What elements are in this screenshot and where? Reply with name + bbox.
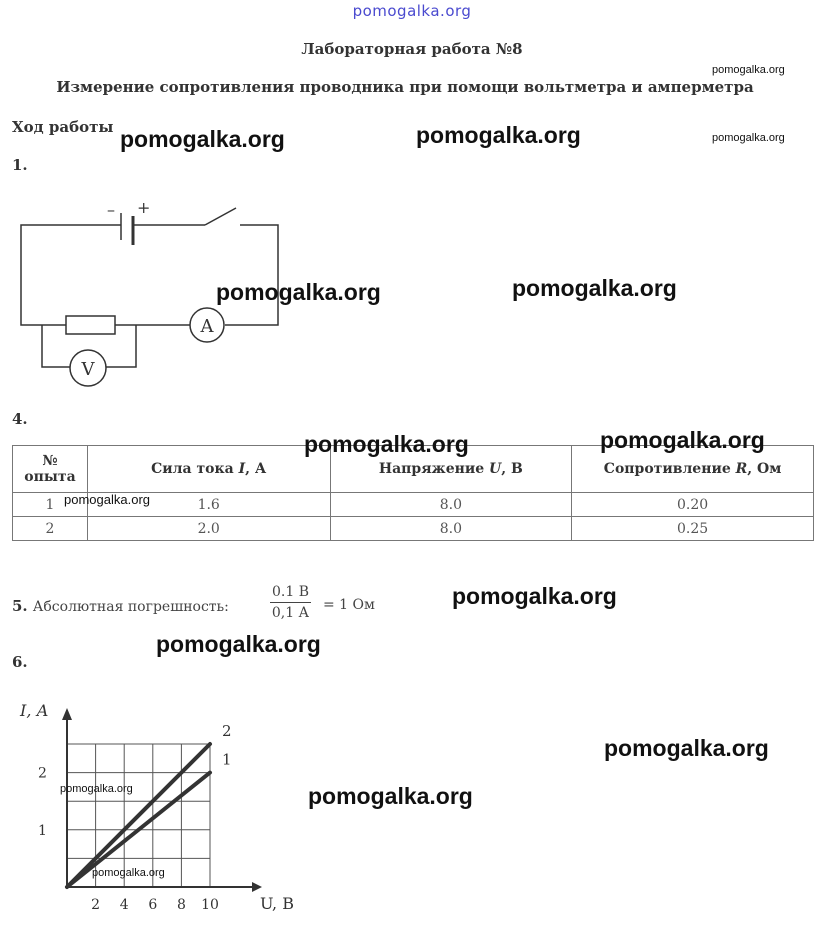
voltmeter-wire-right	[106, 325, 136, 367]
iv-chart	[0, 690, 320, 920]
switch-lever	[205, 208, 236, 225]
watermark-medium: pomogalka.org	[64, 492, 150, 507]
site-watermark-top[interactable]: pomogalka.org	[352, 2, 472, 20]
watermark-small: pomogalka.org	[60, 783, 133, 795]
table-cell: 2.0	[87, 517, 330, 541]
x-tick-label: 4	[119, 897, 129, 913]
watermark-large: pomogalka.org	[156, 631, 321, 657]
header-resistance-text: Сопротивление	[603, 461, 736, 477]
series-label-1: 1	[222, 750, 232, 769]
table-cell: 1.6	[87, 493, 330, 517]
fraction-denominator: 0,1 А	[271, 605, 310, 621]
header-voltage-unit: , В	[501, 461, 523, 477]
fraction-numerator: 0.1 В	[272, 584, 310, 600]
x-tick-label: 10	[201, 897, 219, 913]
header-current-var: I	[238, 461, 246, 477]
step-1-label: 1.	[12, 156, 28, 174]
header-experiment-word: опыта	[24, 469, 76, 485]
watermark-large: pomogalka.org	[308, 783, 473, 809]
header-current-unit: , А	[245, 461, 267, 477]
y-axis-label: I, А	[20, 701, 49, 720]
wire-right-loop	[225, 225, 278, 325]
table-row	[13, 517, 814, 541]
table-cell: 8.0	[330, 517, 572, 541]
watermark-small: pomogalka.org	[712, 132, 785, 144]
watermark-large: pomogalka.org	[216, 279, 381, 305]
series-label-2: 2	[222, 722, 232, 740]
header-current	[87, 446, 330, 493]
y-tick-label: 1	[38, 822, 47, 839]
wire-left-loop	[21, 225, 121, 325]
x-tick-label: 6	[148, 897, 158, 913]
watermark-large: pomogalka.org	[304, 431, 469, 457]
fraction-result: = 1 Ом	[323, 597, 375, 613]
x-axis-label: U, В	[260, 894, 294, 913]
table-cell: 2	[13, 517, 88, 541]
watermark-large: pomogalka.org	[600, 427, 765, 453]
error-fraction	[270, 584, 311, 621]
header-number-sign: №	[42, 453, 58, 469]
y-tick-label: 2	[38, 765, 47, 782]
header-experiment-number	[13, 446, 88, 493]
watermark-large: pomogalka.org	[452, 583, 617, 609]
resistor	[66, 316, 115, 334]
battery-minus-sign: –	[107, 200, 115, 219]
watermark-large: pomogalka.org	[512, 275, 677, 301]
ammeter-label: A	[200, 316, 214, 337]
header-voltage-var: U	[489, 461, 502, 477]
x-tick-label: 2	[91, 897, 101, 913]
watermark-large: pomogalka.org	[416, 122, 581, 148]
step-6-label: 6.	[12, 653, 28, 671]
voltmeter-label: V	[81, 359, 95, 380]
watermark-small: pomogalka.org	[92, 867, 165, 879]
table-cell: 0.20	[572, 493, 814, 517]
header-voltage-text: Напряжение	[378, 461, 490, 477]
table-cell: 0.25	[572, 517, 814, 541]
lab-title: Лабораторная работа №8	[301, 40, 523, 58]
step-5-label: 5.	[12, 597, 28, 615]
watermark-large: pomogalka.org	[604, 735, 769, 761]
series-line-2	[67, 744, 210, 887]
battery-plus-sign: +	[137, 198, 151, 217]
table-cell: 1	[13, 493, 88, 517]
chart-marks	[67, 722, 232, 887]
header-resistance-var: R	[735, 461, 748, 477]
lab-subtitle: Измерение сопротивления проводника при помощи вольтметра и амперметра	[56, 78, 754, 96]
watermark-small: pomogalka.org	[712, 64, 785, 76]
table-cell: 8.0	[330, 493, 572, 517]
section-heading: Ход работы	[12, 118, 114, 136]
header-current-text: Сила тока	[151, 461, 239, 477]
watermark-large: pomogalka.org	[120, 126, 285, 152]
x-axis-arrow	[252, 882, 262, 892]
step-5-line	[12, 596, 229, 615]
y-axis-arrow	[62, 708, 72, 720]
step-4-label: 4.	[12, 410, 28, 428]
header-resistance-unit: , Ом	[747, 461, 782, 477]
step-5-text: Абсолютная погрешность:	[32, 599, 229, 615]
x-tick-label: 8	[176, 897, 186, 913]
